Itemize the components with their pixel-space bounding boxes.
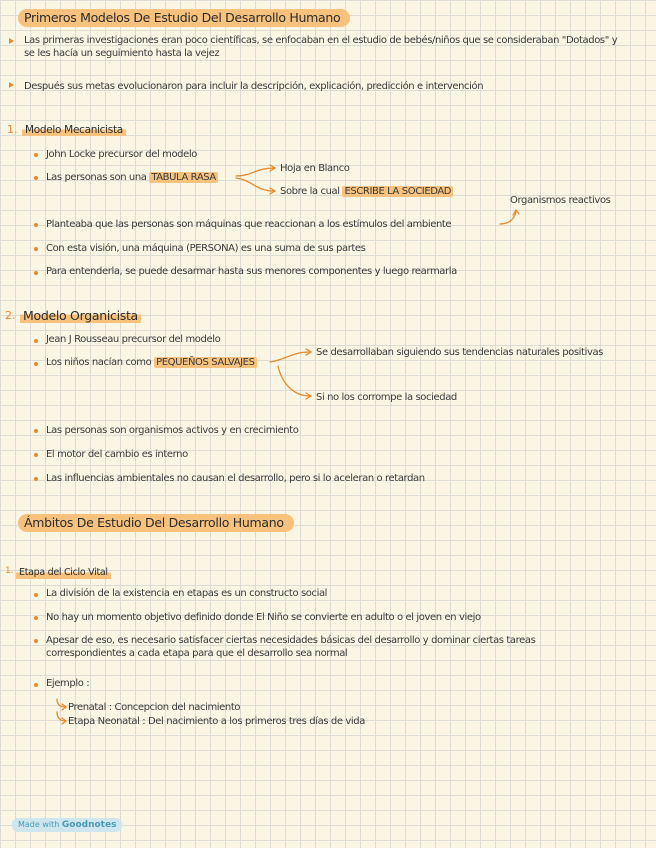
ciclo-bullet-2: No hay un momento objetivo definido donde El Niño se convierte en adulto o el joven en viejo <box>46 612 481 623</box>
heading-etapa-ciclo-vital: Etapa del Ciclo Vital <box>16 567 111 579</box>
branch-corrompe-sociedad: Si no los corrompe la sociedad <box>316 392 457 403</box>
organicista-bullet-3: Las personas son organismos activos y en crecimiento <box>46 425 299 436</box>
organicista-bullet-1: Jean J Rousseau precursor del modelo <box>46 334 221 345</box>
intro-paragraph-2: Después sus metas evolucionaron para incluir la descripción, explicación, predicción e intervención <box>24 81 484 92</box>
highlight-pequenos-salvajes: PEQUEÑOS SALVAJES <box>156 357 255 368</box>
highlight-escribe-sociedad: ESCRIBE LA SOCIEDAD <box>344 186 452 197</box>
bullet-icon <box>34 683 38 687</box>
section-number: 2. <box>5 309 16 322</box>
branch-hoja-en-blanco: Hoja en Blanco <box>280 163 350 174</box>
bullet-icon <box>34 153 38 157</box>
ciclo-bullet-4: Ejemplo : <box>46 678 90 689</box>
arrow-escribe-sociedad <box>236 178 274 191</box>
arrowhead <box>306 349 311 355</box>
arrowhead <box>270 188 275 194</box>
arrowhead <box>62 704 66 710</box>
goodnotes-badge: Made with Goodnotes <box>12 818 122 832</box>
arrow-neonatal <box>57 712 66 721</box>
ciclo-bullet-1: La división de la existencia en etapas es un constructo social <box>46 588 328 599</box>
highlight-tabula-rasa: TABULA RASA <box>151 172 216 183</box>
bullet-icon <box>34 453 38 457</box>
bullet-icon <box>34 176 38 180</box>
heading-modelo-mecanicista: Modelo Mecanicista <box>22 124 126 136</box>
arrow-hoja-en-blanco <box>236 168 274 176</box>
mecanicista-bullet-2: Las personas son una TABULA RASA <box>46 172 216 183</box>
bullet-icon <box>34 339 38 343</box>
arrowhead <box>513 210 519 215</box>
side-note-organismos-reactivos: Organismos reactivos <box>510 195 611 206</box>
bullet-icon <box>34 362 38 366</box>
bullet-icon <box>34 593 38 597</box>
intro-paragraph-1: Las primeras investigaciones eran poco científicas, se enfocaban en el estudio de bebés/niños que se consideraban "Dotados" y se les hacía un seguimiento hasta la vejez <box>24 35 618 59</box>
organicista-bullet-2: Los niños nacían como PEQUEÑOS SALVAJES <box>46 357 255 368</box>
arrow-organismos-reactivos <box>500 212 516 224</box>
bullet-icon <box>34 616 38 620</box>
arrow-corrompe <box>278 366 310 396</box>
organicista-bullet-5: Las influencias ambientales no causan el desarrollo, pero si lo aceleran o retardan <box>46 473 425 484</box>
arrowhead <box>62 718 66 724</box>
arrowhead <box>270 165 275 171</box>
example-neonatal: Etapa Neonatal : Del nacimiento a los primeros tres días de vida <box>68 716 365 727</box>
branch-escribe-sociedad: Sobre la cual ESCRIBE LA SOCIEDAD <box>280 186 452 197</box>
bullet-icon <box>34 429 38 433</box>
organicista-bullet-4: El motor del cambio es interno <box>46 449 188 460</box>
ciclo-bullet-3: Apesar de eso, es necesario satisfacer ciertas necesidades básicas del desarrollo y dominar ciertas tareas correspondientes a cada etapa para que el desarrollo sea normal <box>46 635 536 659</box>
section-number: 1. <box>5 566 14 576</box>
arrow-tendencias <box>270 352 310 362</box>
example-prenatal: Prenatal : Concepcion del nacimiento <box>68 702 241 713</box>
mecanicista-bullet-3: Planteaba que las personas son máquinas que reaccionan a los estímulos del ambiente <box>46 219 452 230</box>
heading-modelo-organicista: Modelo Organicista <box>20 308 141 323</box>
bullet-icon <box>34 223 38 227</box>
arrow-prenatal <box>57 699 66 707</box>
triangle-bullet-icon <box>9 38 14 44</box>
section-number: 1. <box>7 123 18 136</box>
bullet-icon <box>34 247 38 251</box>
bullet-icon <box>34 477 38 481</box>
heading-ambitos-de-estudio: Ámbitos De Estudio Del Desarrollo Humano <box>18 514 294 532</box>
branch-tendencias-naturales: Se desarrollaban siguiendo sus tendencias naturales positivas <box>316 347 603 358</box>
bullet-icon <box>34 639 38 643</box>
arrowhead <box>306 393 311 399</box>
mecanicista-bullet-4: Con esta visión, una máquina (PERSONA) es una suma de sus partes <box>46 243 366 254</box>
heading-primeros-modelos: Primeros Modelos De Estudio Del Desarrollo Humano <box>18 9 350 27</box>
bullet-icon <box>34 271 38 275</box>
mecanicista-bullet-1: John Locke precursor del modelo <box>46 149 197 160</box>
mecanicista-bullet-5: Para entenderla, se puede desarmar hasta sus menores componentes y luego rearmarla <box>46 266 457 277</box>
triangle-bullet-icon <box>9 82 14 88</box>
